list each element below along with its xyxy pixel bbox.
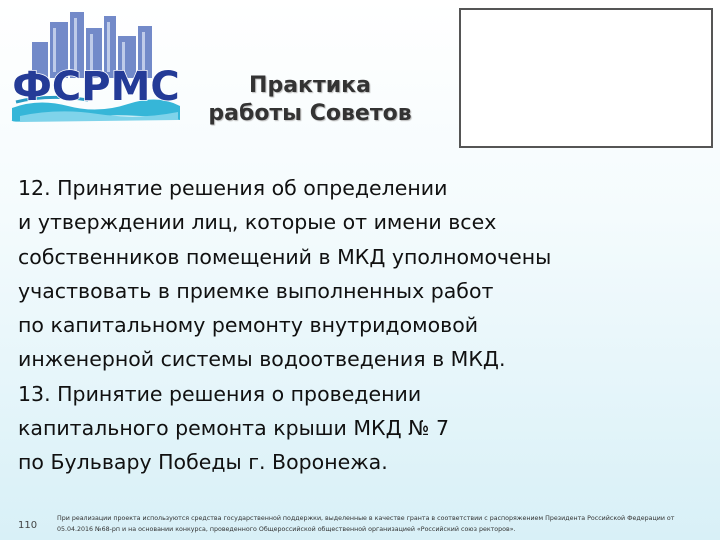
slide-body [18, 171, 708, 480]
body-line: по Бульвару Победы г. Воронежа. [18, 450, 388, 475]
body-line: инженерной системы водоотведения в МКД. [18, 347, 506, 372]
slide-title [150, 72, 470, 128]
item-12 [18, 171, 708, 377]
footer-line-1: При реализации проекта используются средства государственной поддержки, выделенные в качестве гранта в соответствии с распоряжением Президента Российской Федерации от [57, 515, 675, 522]
item-number: 12. [18, 176, 51, 200]
body-line: и утверждении лиц, которые от имени всех [18, 210, 497, 235]
title-line-1: Практика [249, 73, 371, 98]
body-line: собственников помещений в МКД уполномочены [18, 244, 552, 269]
page-number: 110 [18, 520, 38, 531]
footer-note [57, 513, 697, 535]
title-line-2: работы Советов [208, 101, 412, 126]
image-placeholder-frame [459, 8, 713, 148]
item-13 [18, 377, 708, 480]
item-number: 13. [18, 381, 51, 406]
logo-text: ФСРМС [12, 64, 180, 110]
body-line: участвовать в приемке выполненных работ [18, 278, 494, 303]
item-12-line-1 [18, 171, 708, 205]
footer-line-2: 05.04.2016 №68-рп и на основании конкурса, проведенного Общероссийской общественной организацией «Российский союз ректоров». [57, 526, 516, 533]
item-text: Принятие решения о проведении [57, 381, 422, 406]
body-line: по капитальному ремонту внутридомовой [18, 313, 479, 338]
item-13-line-1 [18, 377, 708, 411]
item-text: Принятие решения об определении [57, 176, 448, 200]
body-line: капитального ремонта крыши МКД № 7 [18, 416, 450, 441]
